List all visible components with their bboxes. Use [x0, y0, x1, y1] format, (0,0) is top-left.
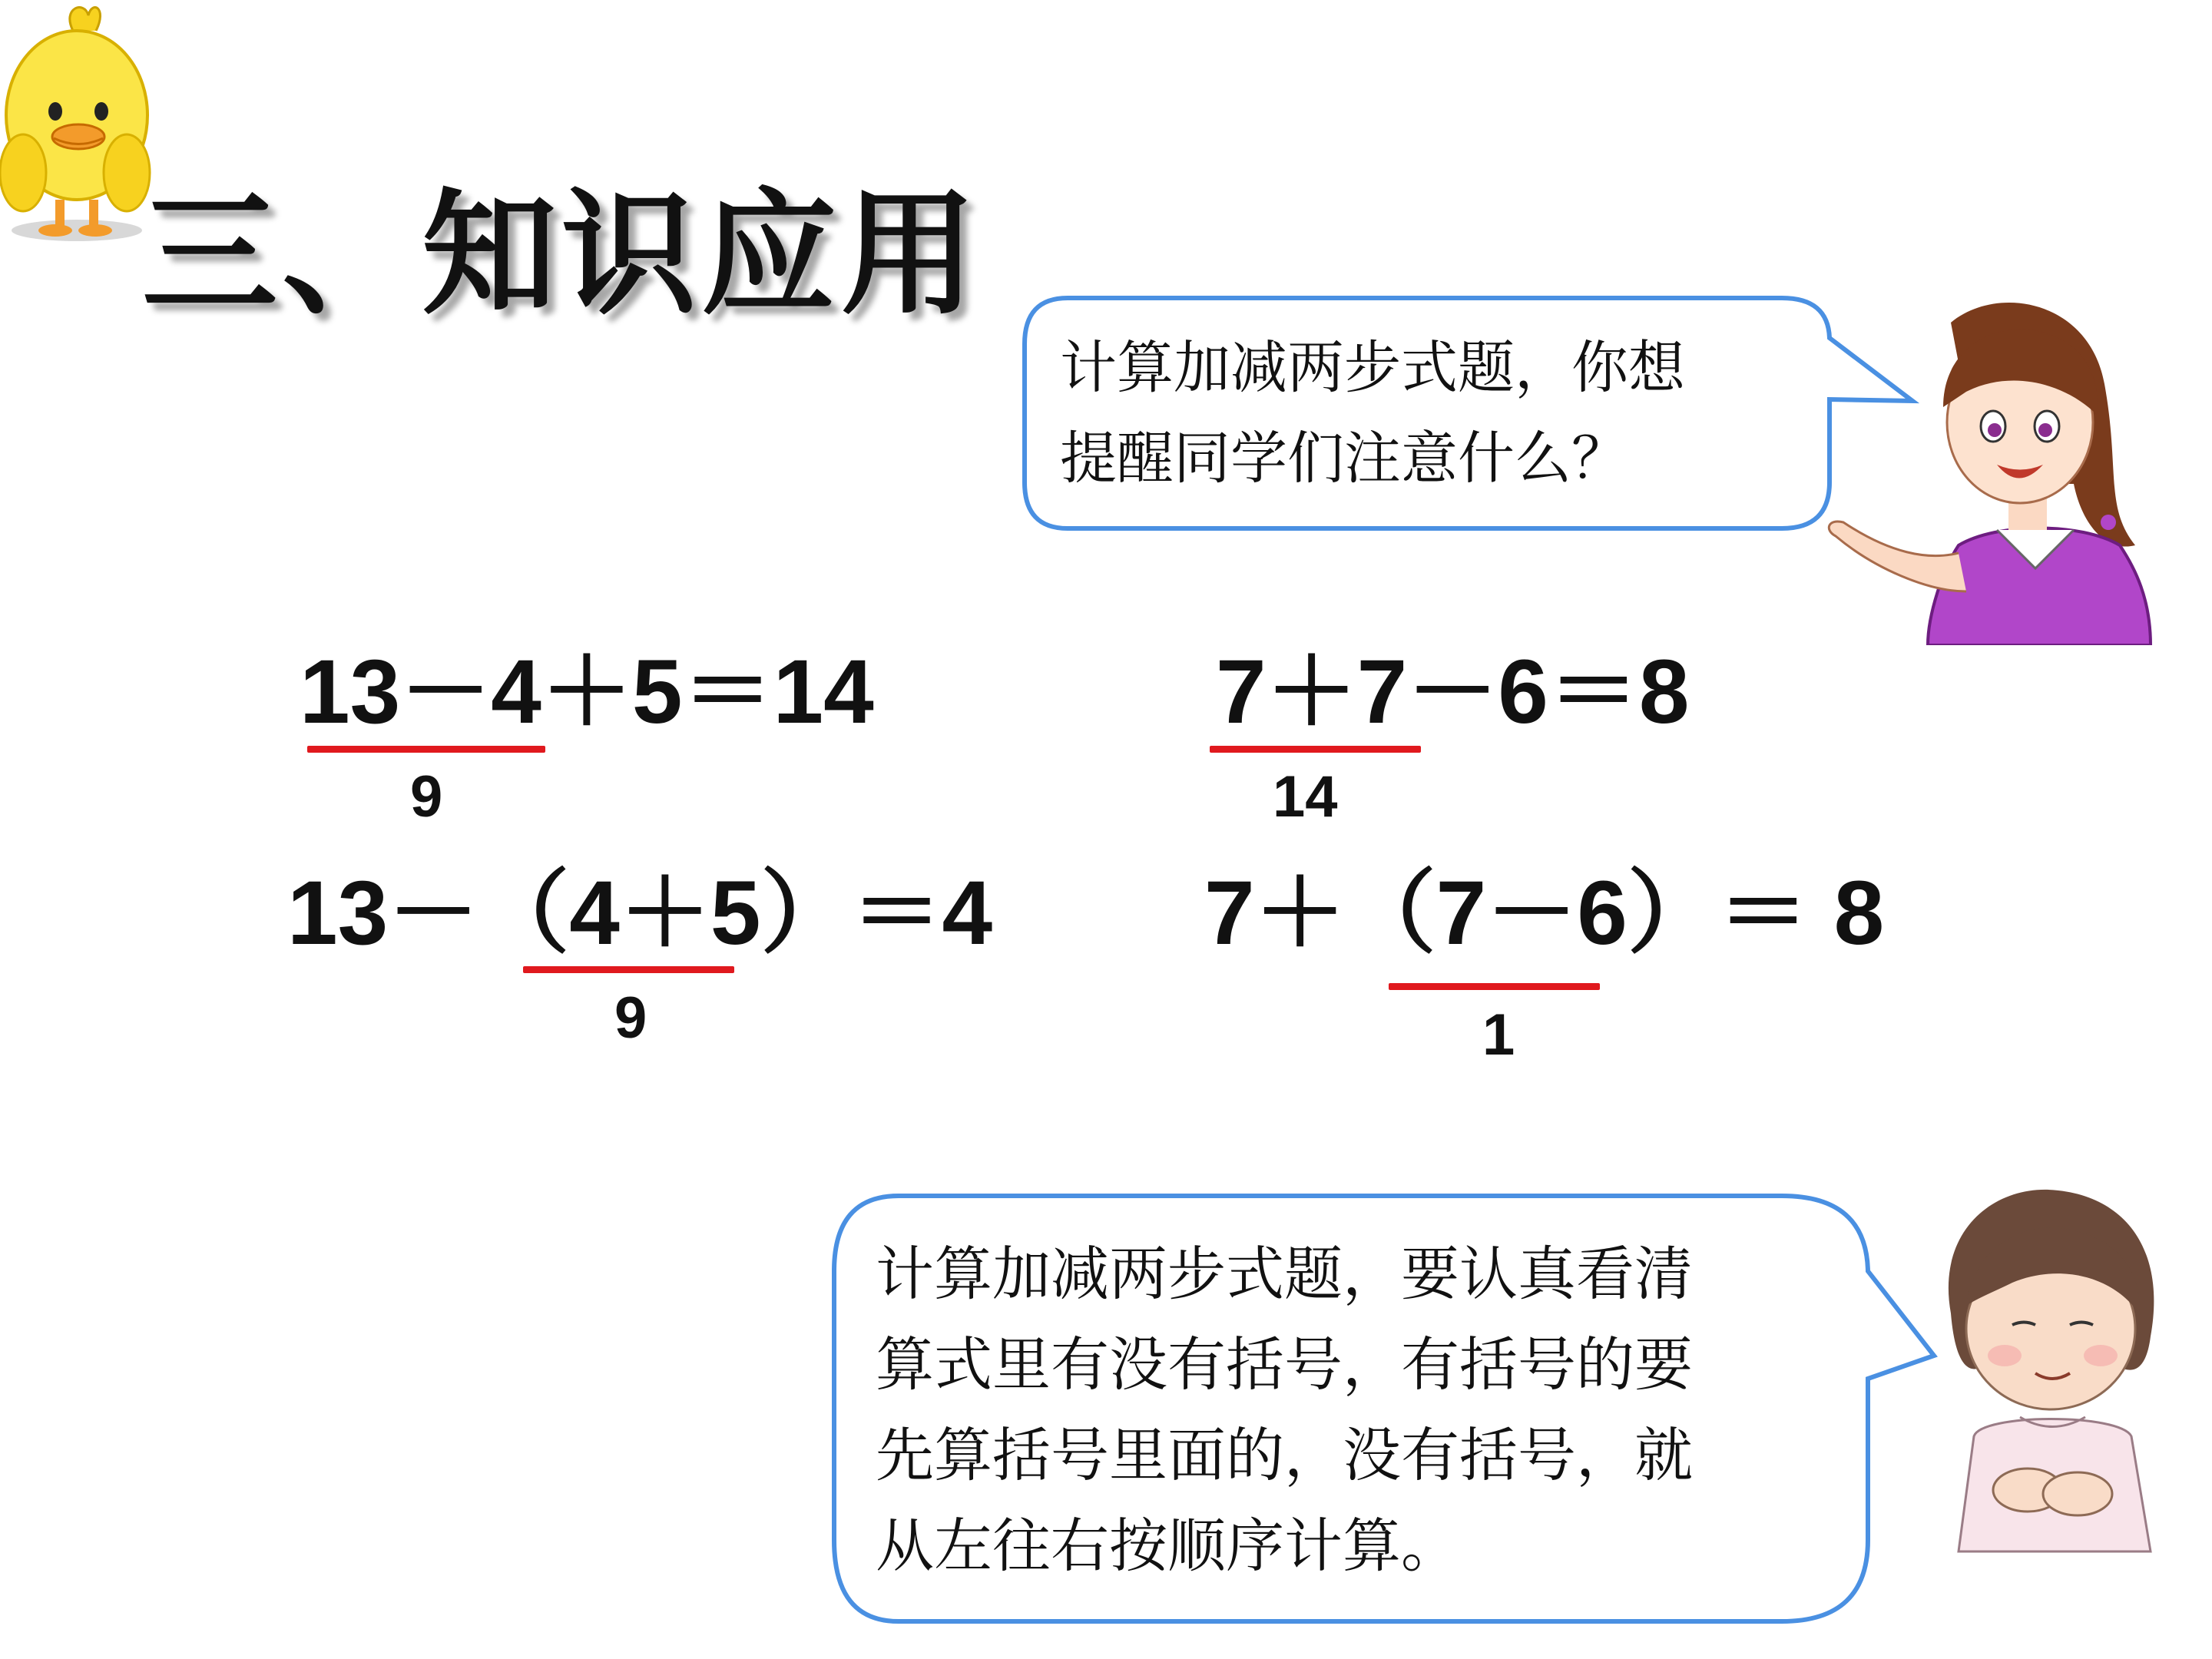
- equation: 7＋7－6＝8: [1216, 641, 1690, 743]
- answer-line: 从左往右按顺序计算。: [876, 1512, 1459, 1580]
- question-line: 计算加减两步式题，你想: [1060, 335, 1685, 401]
- intermediate-result: 1: [1482, 1002, 1515, 1068]
- question-bubble: [1060, 323, 1685, 504]
- answer-line: 算式里有没有括号，有括号的要: [876, 1330, 1693, 1399]
- student-illustration-icon: [1920, 1183, 2181, 1559]
- equation: 13－（4＋5）＝4: [287, 863, 993, 964]
- underline-mark: [1210, 746, 1421, 753]
- answer-line: 先算括号里面的，没有括号，就: [876, 1421, 1693, 1489]
- intermediate-result: 14: [1273, 764, 1338, 830]
- underline-mark: [523, 966, 734, 973]
- underline-mark: [1389, 983, 1600, 990]
- page-title: 三、知识应用: [142, 174, 982, 333]
- answer-bubble: [876, 1229, 1693, 1591]
- teacher-illustration-icon: [1813, 292, 2197, 645]
- question-line: 提醒同学们注意什么？: [1060, 426, 1628, 492]
- intermediate-result: 9: [410, 764, 443, 830]
- underline-mark: [307, 746, 545, 753]
- intermediate-result: 9: [614, 985, 647, 1051]
- answer-line: 计算加减两步式题，要认真看清: [876, 1240, 1693, 1308]
- equation: 13－4＋5＝14: [300, 641, 874, 743]
- equation: 7＋（7－6）＝ 8: [1204, 863, 1885, 964]
- chick-mascot-icon: [0, 0, 161, 246]
